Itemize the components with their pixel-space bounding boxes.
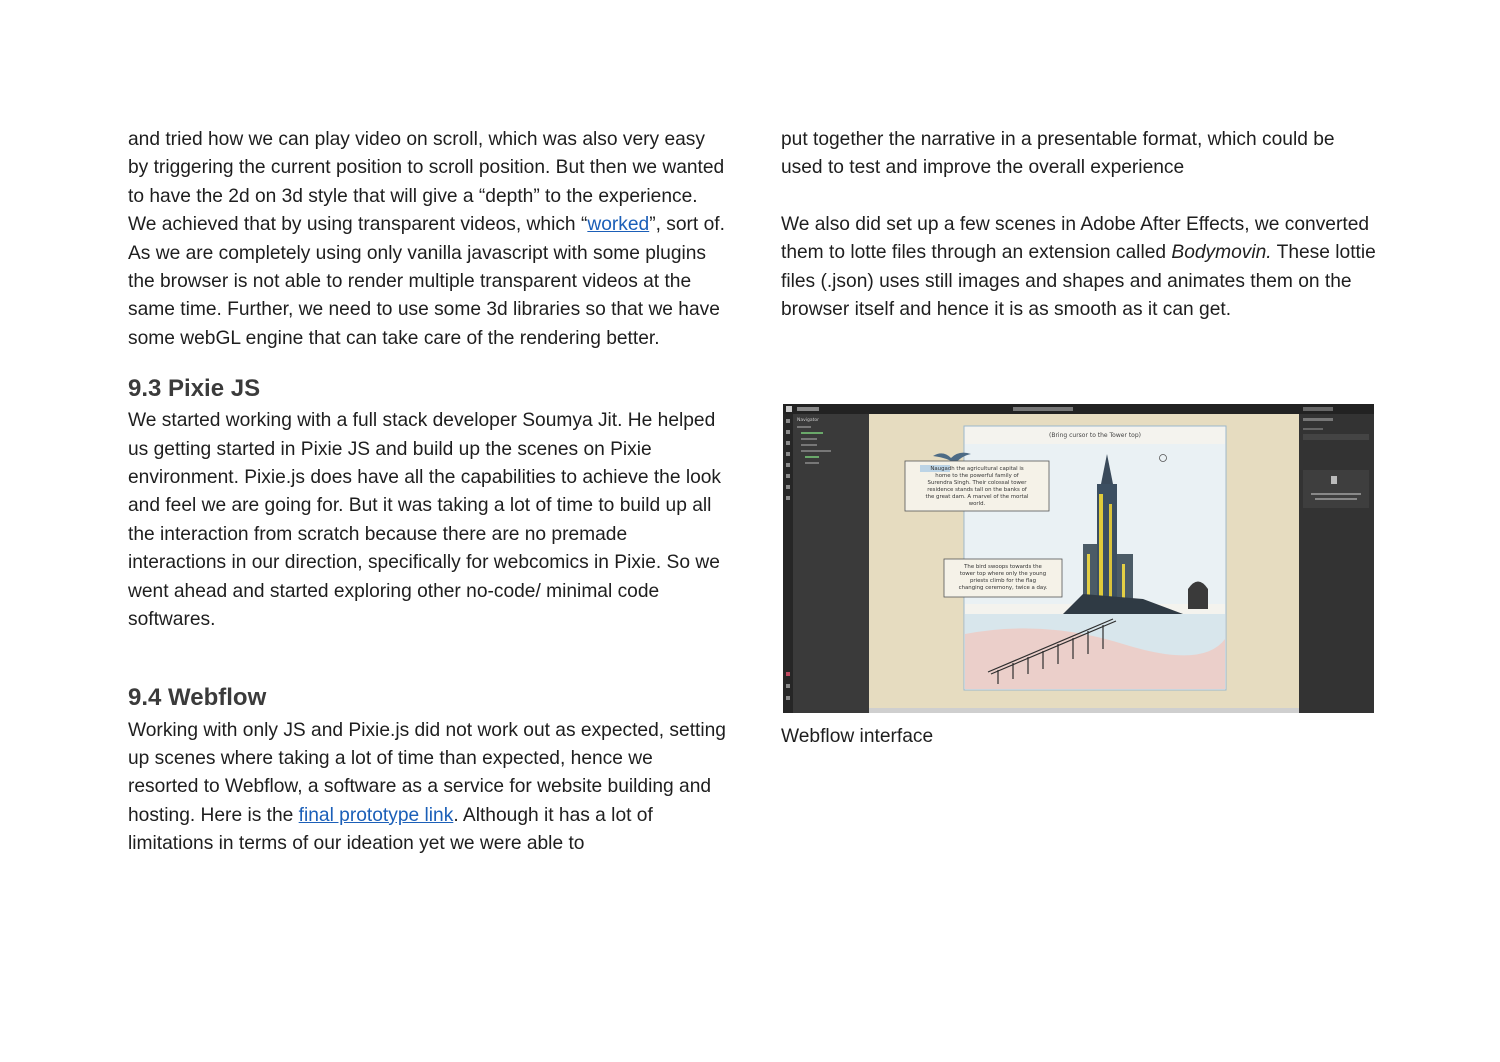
pages-icon (786, 452, 790, 456)
comic-caption-2-text (959, 564, 1048, 591)
webflow-interface-screenshot (783, 404, 1374, 713)
paragraph-pixie-js: We started working with a full stack developer Soumya Jit. He helped us getting started in Pixie JS and build up the scenes on Pixie environment. Pixie.js does have all the capabilities to achieve the look and feel we are going for. But it was taking a lot of time to build up all the interaction from scratch because there are no premade interactions in our direction, specifically for webcomics in Pixie. So we went ahead and started exploring other no-code/ minimal code softwares. (128, 410, 722, 631)
heading-webflow: 9.4 Webflow (128, 683, 267, 711)
comic-heading: (Bring cursor to the Tower top) (1049, 432, 1141, 439)
style-panel (1299, 414, 1374, 713)
paragraph-video-scroll: and tried how we can play video on scroll, which was also very easy by triggering the current position to scroll position. But then we wanted to have the 2d on 3d style that will give a “depth” to the experience. We achieved that by using transparent videos, which “worked”, sort of. As we are completely using only vanilla javascript with some plugins the browser is not able to render multiple transparent videos at the same time. Further, we need to use some 3d libraries so that we have some webGL engine that can take care of the rendering better. (128, 129, 725, 349)
select-element-hint (1303, 470, 1369, 508)
final-prototype-link[interactable]: final prototype link (298, 804, 454, 826)
navigator-label: Navigator (797, 418, 820, 423)
nav-row (797, 426, 811, 428)
cms-icon (786, 463, 790, 467)
heading-pixie-js: 9.3 Pixie JS (128, 375, 261, 403)
help-icon (786, 696, 790, 700)
add-icon (786, 419, 790, 423)
viewport-controls (1013, 407, 1073, 411)
hint-text-line (1311, 493, 1361, 495)
right-column (781, 126, 1381, 324)
worked-link[interactable]: worked (587, 214, 650, 236)
svg-text:world.: world. (968, 501, 986, 507)
settings-icon (786, 496, 790, 500)
svg-text:tower top where only the young: tower top where only the young (959, 571, 1047, 577)
webflow-logo-icon (786, 406, 792, 412)
nav-row (801, 450, 831, 452)
svg-text:The bird swoops towards the: The bird swoops towards the (964, 564, 1042, 570)
ecommerce-icon (786, 474, 790, 478)
symbols-icon (786, 441, 790, 445)
selector-field (1303, 434, 1369, 440)
style-panel-row (1303, 428, 1323, 430)
breadcrumb-bar (869, 708, 1299, 713)
nav-row (801, 432, 823, 434)
left-column (128, 126, 728, 859)
navigator-icon (786, 430, 790, 434)
webflow-top-bar (783, 404, 1374, 414)
style-panel-row (1303, 418, 1333, 421)
search-icon (786, 684, 790, 688)
paragraph-narrative: put together the narrative in a presentable format, which could be used to test and improve the overall experience (781, 129, 1335, 179)
page-selector (797, 407, 819, 411)
webflow-interface-illustration (783, 404, 1374, 713)
svg-text:Naugadh the agricultural capit: Naugadh the agricultural capital is (930, 466, 1024, 472)
tower-highlight (1109, 504, 1112, 604)
navigator-panel (793, 414, 869, 713)
paragraph-webflow: Working with only JS and Pixie.js did not work out as expected, setting up scenes where taking a lot of time than expected, hence we resorted to Webflow, a software as a service for website building and hosting. Here is the final prototype link. Although it has a lot of limitations in terms of our ideation yet we were able to (128, 719, 726, 855)
svg-text:home to the powerful family of: home to the powerful family of (935, 473, 1019, 479)
nav-row (801, 438, 817, 440)
tower-highlight (1099, 494, 1103, 604)
left-icon-bar (783, 414, 793, 713)
paragraph-after-effects: We also did set up a few scenes in Adobe After Effects, we converted them to lotte files through an extension called Bodymovin. These lottie files (.json) uses still images and shapes and animates them on the browser itself and hence it is as smooth as it can get. (781, 213, 1376, 321)
svg-text:residence stands tall on the b: residence stands tall on the banks of (927, 487, 1027, 493)
assets-icon (786, 485, 790, 489)
figure-caption: Webflow interface (781, 726, 934, 747)
statue (1188, 582, 1208, 610)
toolbar-right (1303, 407, 1333, 411)
audit-icon (786, 672, 790, 676)
svg-text:changing ceremony, twice a day: changing ceremony, twice a day. (958, 585, 1048, 591)
svg-text:Surendra Singh. Their colossal: Surendra Singh. Their colossal tower (927, 480, 1027, 486)
nav-row (805, 456, 819, 458)
nav-row (801, 444, 817, 446)
hint-text-line (1315, 498, 1357, 500)
pointer-icon (1331, 476, 1337, 484)
svg-text:priests climb for the flag: priests climb for the flag (969, 578, 1037, 584)
svg-text:the great dam. A marvel of the: the great dam. A marvel of the mortal (925, 494, 1029, 500)
nav-row (805, 462, 819, 464)
